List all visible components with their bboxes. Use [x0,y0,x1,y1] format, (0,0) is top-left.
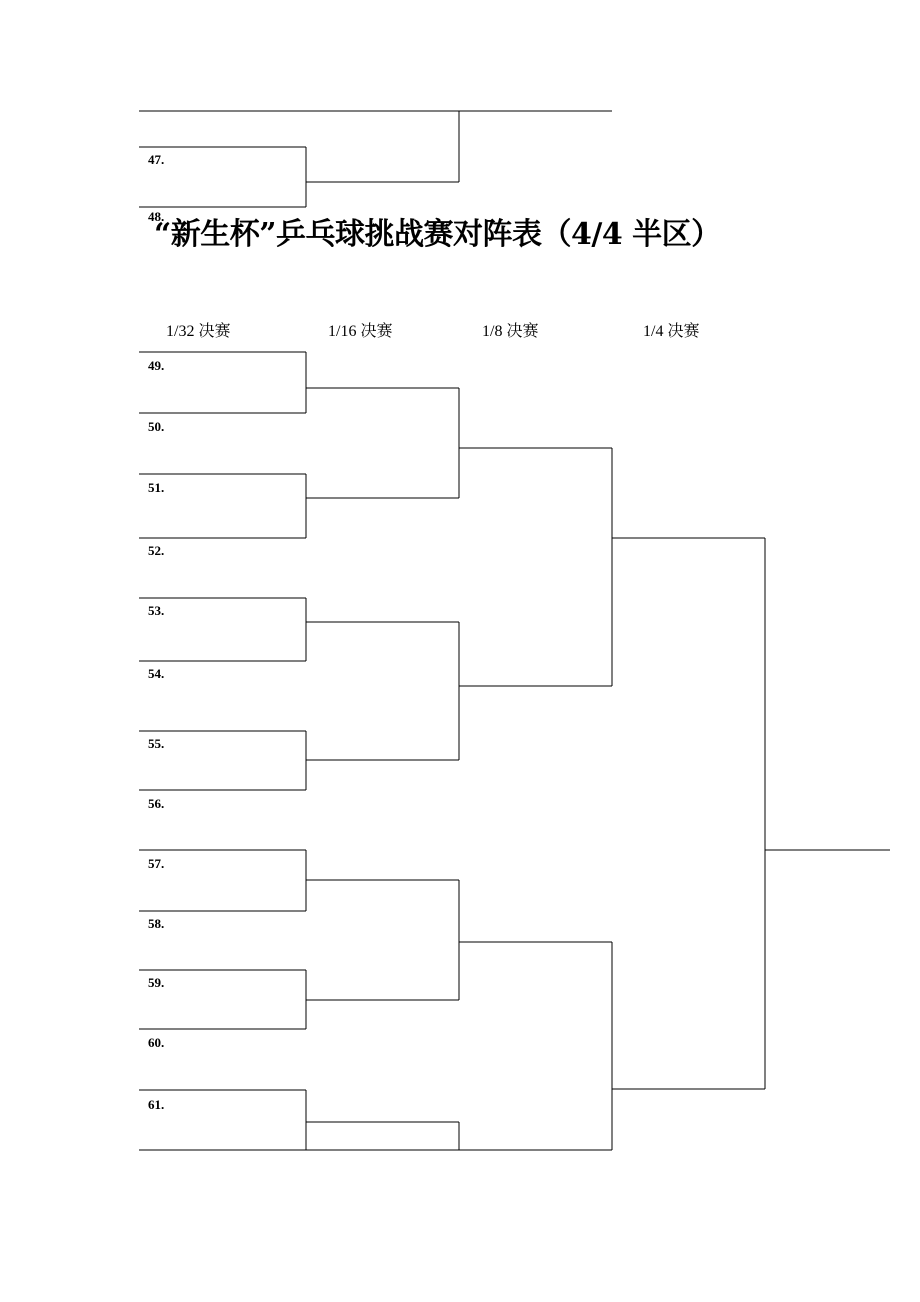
round-header: 1/4 决赛 [643,323,700,340]
slot-label: 59. [148,975,165,990]
slot-label: 54. [148,666,165,681]
round-header: 1/32 决赛 [166,323,231,340]
slot-label: 52. [148,543,165,558]
slot-label: 61. [148,1097,165,1112]
round-header: 1/16 决赛 [328,323,393,340]
slot-label: 51. [148,480,165,495]
slot-label: 50. [148,419,165,434]
slot-label: 58. [148,916,165,931]
slot-label: 48. [148,209,165,224]
round-header: 1/8 决赛 [482,323,539,340]
slot-label: 55. [148,736,165,751]
slot-label: 49. [148,358,165,373]
page-title: “新生杯”乒乓球挑战赛对阵表（4/4 半区） [154,217,721,252]
slot-label: 60. [148,1035,165,1050]
slot-label: 53. [148,603,165,618]
slot-label: 56. [148,796,165,811]
slot-label: 47. [148,152,165,167]
slot-label: 57. [148,856,165,871]
